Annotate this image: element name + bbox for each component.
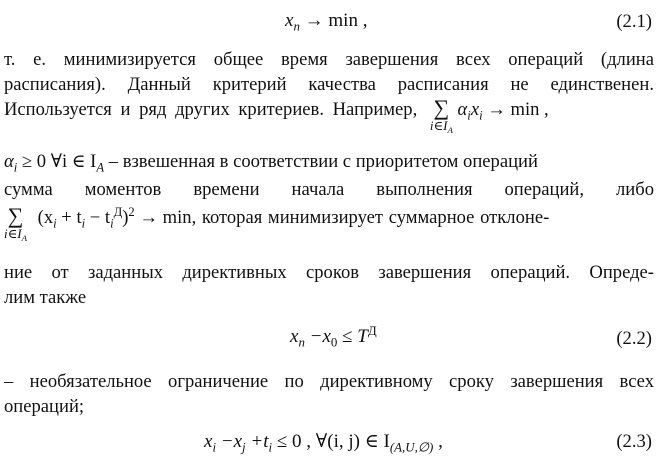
text-line-7: ние от заданных директивных сроков завершения операций. Опреде- bbox=[4, 262, 654, 283]
equation-number-2-3: (2.3) bbox=[616, 431, 652, 452]
expr-open: (x bbox=[37, 207, 54, 228]
sum-symbol-2 bbox=[4, 203, 27, 244]
equation-number-2-1: (2.1) bbox=[616, 11, 652, 32]
sigma-glyph: ∑ bbox=[433, 95, 450, 120]
text-line-3: Используется и ряд других критериев. Например, ∑ $i\in I_A$ $\alpha_ix_i \to \min$ , bbox=[4, 95, 549, 136]
text-line-2: расписания). Данный критерий качества расписания не единственен. bbox=[4, 74, 654, 95]
eq1-sub-n: n bbox=[293, 18, 300, 34]
text-line-6: ∑ $i\in I_A$ $(x_i + t_i - t_i^Д)^2 \to \min$, которая минимизирует суммарное отклоне- bbox=[4, 203, 550, 244]
alpha-1: α bbox=[457, 99, 468, 120]
sum-2-limit: $i\in I_A$ bbox=[4, 226, 27, 244]
expr-plus: + t bbox=[56, 207, 82, 228]
text-line-9: – необязательное ограничение по директивному сроку завершения всех bbox=[4, 371, 654, 392]
text-line-8: лим также bbox=[4, 287, 87, 308]
alpha-2: α bbox=[4, 151, 14, 172]
eq1-x: x bbox=[285, 10, 294, 31]
equation-number-2-2: (2.2) bbox=[616, 328, 652, 349]
text-line-3-a: Используется и ряд других критериев. Например, bbox=[4, 99, 418, 120]
expr-min: → min bbox=[134, 207, 192, 228]
text-line-3-b: → min , bbox=[482, 99, 549, 120]
sum-1-limit: $i\in I_A$ bbox=[429, 118, 453, 136]
equation-2-1 bbox=[285, 10, 367, 32]
equation-2-3: $x_i -x_j +t_i \le 0$ , ∀(i, j) ∈ $I_{(A,U,\emptyset)}$ , bbox=[204, 431, 443, 455]
text-line-4: $\alpha_i \ge 0$ ∀i ∈ $I_A$ – взвешенная в соответствии с приоритетом операций bbox=[4, 151, 538, 175]
text-line-6-rest: , которая минимизирует суммарное отклоне- bbox=[191, 207, 550, 228]
text-line-10: операций; bbox=[4, 396, 85, 417]
condition: ≥ 0 ∀i ∈ I bbox=[17, 151, 97, 172]
text-line-4-rest: – взвешенная в соответствии с приоритетом операций bbox=[104, 151, 538, 172]
expr-close: ) bbox=[122, 207, 129, 228]
eq1-rhs: → min , bbox=[304, 10, 368, 31]
expr-minus: − t bbox=[85, 207, 111, 228]
sum-symbol-1 bbox=[429, 95, 453, 136]
x-1: x bbox=[470, 99, 480, 120]
text-line-5: сумма моментов времени начала выполнения операций, либо bbox=[4, 179, 654, 200]
equation-2-2: $x_n -x_0 \le T^Д$ bbox=[290, 322, 377, 350]
sigma-glyph-2: ∑ bbox=[7, 203, 24, 228]
text-line-1: т. е. минимизируется общее время завершения всех операций (длина bbox=[4, 49, 654, 70]
